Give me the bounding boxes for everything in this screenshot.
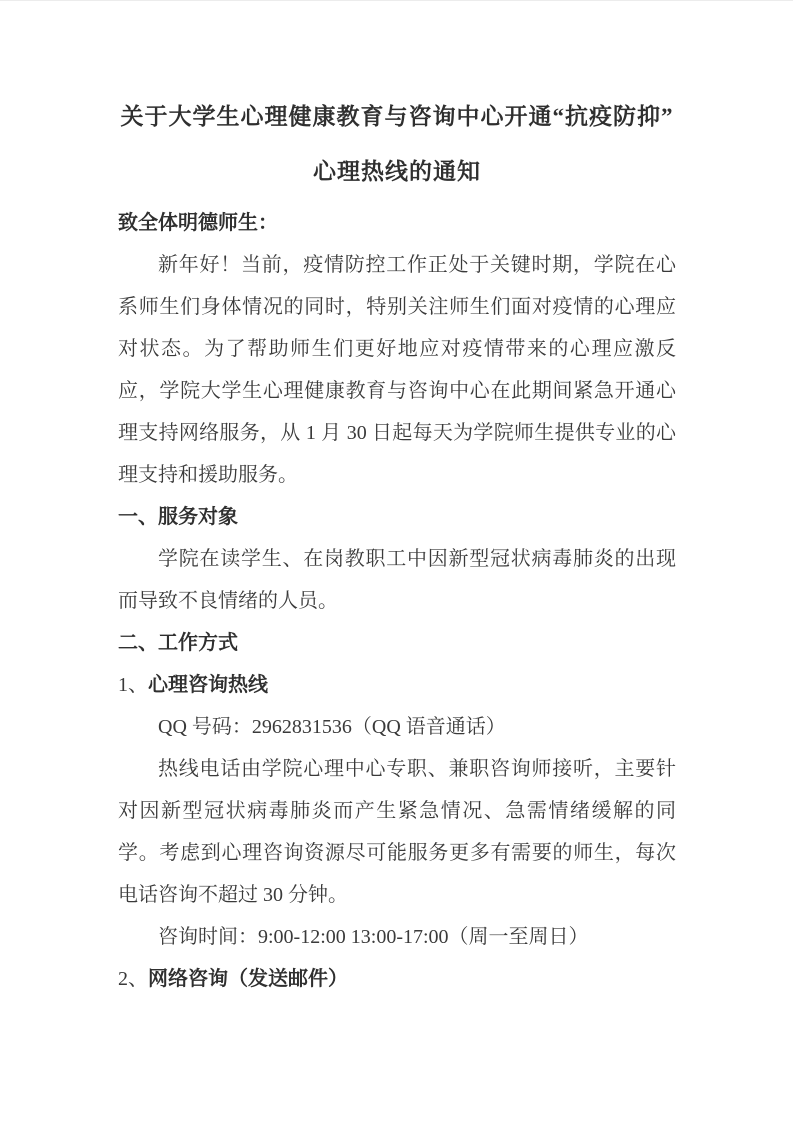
section-1-paragraph: 学院在读学生、在岗教职工中因新型冠状病毒肺炎的出现而导致不良情绪的人员。 <box>118 548 676 612</box>
section-2-heading: 二、工作方式 <box>118 632 238 654</box>
qq-number-line: QQ 号码：2962831536（QQ 语音通话） <box>158 716 506 738</box>
subsection-2-heading <box>118 958 676 1000</box>
subsection-1-label: 心理咨询热线 <box>148 674 268 696</box>
document-title <box>118 89 676 199</box>
document-title-line-1: 关于大学生心理健康教育与咨询中心开通“抗疫防抑” <box>120 104 674 129</box>
consult-hours-line: 咨询时间：9:00-12:00 13:00-17:00（周一至周日） <box>158 926 589 948</box>
section-1-heading: 一、服务对象 <box>118 506 238 528</box>
document-title-line-2: 心理热线的通知 <box>313 159 481 184</box>
subsection-2-label: 网络咨询（发送邮件） <box>148 968 348 990</box>
subsection-1-heading <box>118 664 676 706</box>
hotline-paragraph: 热线电话由学院心理中心专职、兼职咨询师接听，主要针对因新型冠状病毒肺炎而产生紧急情况、急需情绪缓解的同学。考虑到心理咨询资源尽可能服务更多有需要的师生，每次电话咨询不超过 30 分钟。 <box>118 758 676 906</box>
subsection-1-number: 1、 <box>118 674 148 696</box>
intro-paragraph: 新年好！当前，疫情防控工作正处于关键时期，学院在心系师生们身体情况的同时，特别关注师生们面对疫情的心理应对状态。为了帮助师生们更好地应对疫情带来的心理应激反应，学院大学生心理健康教育与咨询中心在此期间紧急开通心理支持网络服务，从 1 月 30 日起每天为学院师生提供专业的心理支持和援助服务。 <box>118 254 676 486</box>
salutation: 致全体明德师生： <box>118 212 278 234</box>
subsection-2-number: 2、 <box>118 968 148 990</box>
